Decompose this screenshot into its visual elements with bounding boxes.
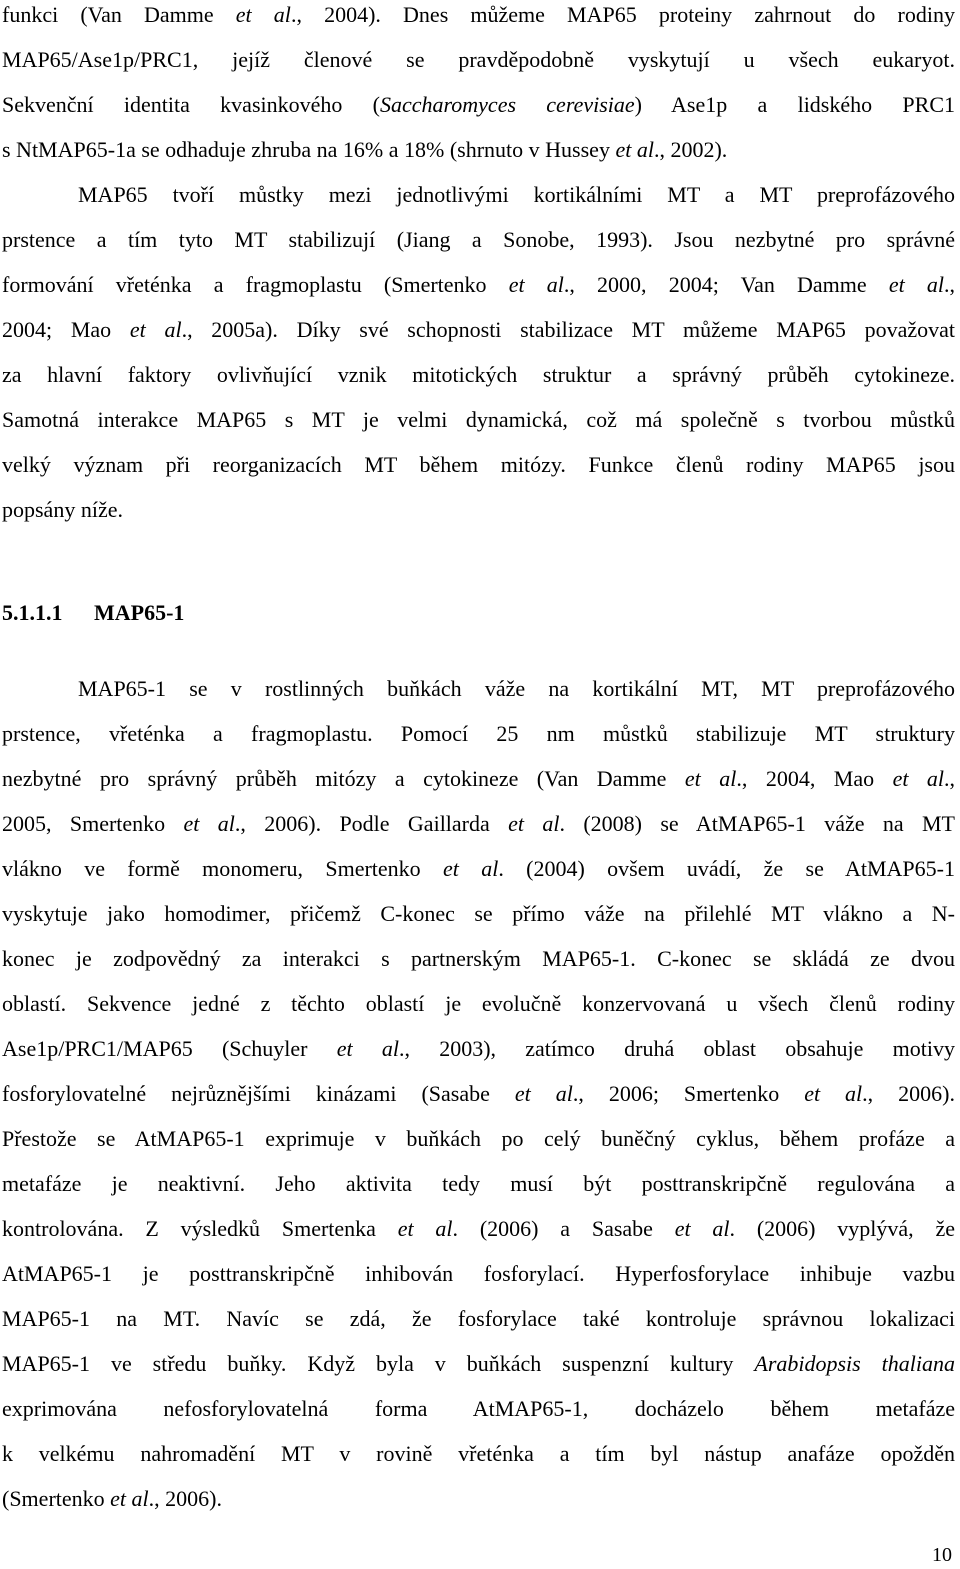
italic-run: et al xyxy=(183,811,235,836)
italic-run: et al xyxy=(892,766,945,791)
text-run: ., 2002). xyxy=(653,137,728,162)
text-line xyxy=(2,450,955,480)
text-run: ., 2005a). Díky své schopnosti stabilizace MT můžeme MAP65 považovat xyxy=(181,317,955,342)
text-run: velký význam při reorganizacích MT během mitózy. Funkce členů rodiny MAP65 jsou xyxy=(2,452,955,477)
text-line xyxy=(2,360,955,390)
text-run: ., 2004). Dnes můžeme MAP65 proteiny zahrnout do rodiny xyxy=(290,2,955,27)
text-run: kontrolována. Z výsledků Smertenka xyxy=(2,1216,398,1241)
text-line xyxy=(2,899,955,929)
text-line xyxy=(2,989,955,1019)
text-run: ) Ase1p a lidského PRC1 xyxy=(634,92,955,117)
italic-run: et al xyxy=(235,2,291,27)
text-run: vlákno ve formě monomeru, Smertenko xyxy=(2,856,443,881)
text-run: . (2008) se AtMAP65-1 váže na MT xyxy=(559,811,955,836)
italic-run: et al xyxy=(129,317,182,342)
text-line xyxy=(2,1214,955,1244)
text-run: prstence, vřeténka a fragmoplastu. Pomocí 25 nm můstků stabilizuje MT struktury xyxy=(2,721,955,746)
text-run: MAP65-1 se v rostlinných buňkách váže na kortikální MT, MT preprofázového xyxy=(78,676,955,701)
text-run: Samotná interakce MAP65 s MT je velmi dynamická, což má společně s tvorbou můstků xyxy=(2,407,955,432)
italic-run: et al xyxy=(804,1081,863,1106)
text-line xyxy=(2,1034,955,1064)
text-run: prstence a tím tyto MT stabilizují (Jiang a Sonobe, 1993). Jsou nezbytné pro správné xyxy=(2,227,955,252)
text-line xyxy=(2,1394,955,1424)
text-run: fosforylovatelné nejrůznějšími kinázami (Sasabe xyxy=(2,1081,515,1106)
italic-run: Saccharomyces cerevisiae xyxy=(380,92,635,117)
text-line xyxy=(2,1124,955,1154)
italic-run: et al xyxy=(684,766,737,791)
text-line xyxy=(2,270,955,300)
text-run: exprimována nefosforylovatelná forma AtMAP65-1, docházelo během metafáze xyxy=(2,1396,955,1421)
text-run: MAP65 tvoří můstky mezi jednotlivými kortikálními MT a MT preprofázového xyxy=(78,182,955,207)
text-line xyxy=(2,45,955,75)
italic-run: et al xyxy=(508,272,564,297)
italic-run: et al xyxy=(615,137,654,162)
text-line xyxy=(2,1349,955,1379)
text-run: popsány níže. xyxy=(2,497,123,522)
text-line xyxy=(2,854,955,884)
text-line xyxy=(2,0,955,30)
text-run: ., 2006). Podle Gaillarda xyxy=(234,811,509,836)
text-line xyxy=(2,315,955,345)
text-run: (Smertenko xyxy=(2,1486,111,1511)
section-title: MAP65-1 xyxy=(94,600,185,625)
text-run: vyskytuje jako homodimer, přičemž C-konec se přímo váže na přilehlé MT vlákno a N- xyxy=(2,901,955,926)
text-run: metafáze je neaktivní. Jeho aktivita tedy musí být posttranskripčně regulována a xyxy=(2,1171,955,1196)
text-line xyxy=(2,944,955,974)
text-line xyxy=(78,674,955,704)
italic-run: et al xyxy=(888,272,944,297)
italic-run: et al xyxy=(443,856,499,881)
text-line xyxy=(2,764,955,794)
text-run: za hlavní faktory ovlivňující vznik mitotických struktur a správný průběh cytokineze. xyxy=(2,362,955,387)
text-line xyxy=(2,1484,955,1514)
text-line xyxy=(2,405,955,435)
italic-run: et al xyxy=(397,1216,453,1241)
section-heading xyxy=(2,598,184,628)
text-run: ., 2006). xyxy=(862,1081,955,1106)
text-line xyxy=(2,135,955,165)
text-line xyxy=(2,809,955,839)
text-run: . (2006) a Sasabe xyxy=(452,1216,675,1241)
text-run: MAP65-1 ve středu buňky. Když byla v buňkách suspenzní kultury xyxy=(2,1351,755,1376)
text-line xyxy=(2,719,955,749)
text-run: ., 2003), zatímco druhá oblast obsahuje motivy xyxy=(398,1036,955,1061)
text-line xyxy=(2,1259,955,1289)
italic-run: et al xyxy=(110,1486,149,1511)
italic-run: et al xyxy=(336,1036,399,1061)
text-line xyxy=(2,495,955,525)
italic-run: Arabidopsis thaliana xyxy=(754,1351,955,1376)
text-run: 2004; Mao xyxy=(2,317,130,342)
text-line xyxy=(2,1079,955,1109)
italic-run: et al xyxy=(508,811,560,836)
text-run: konec je zodpovědný za interakci s partnerským MAP65-1. C-konec se skládá ze dvou xyxy=(2,946,955,971)
text-line xyxy=(2,1439,955,1469)
text-run: MAP65-1 na MT. Navíc se zdá, že fosforylace také kontroluje správnou lokalizaci xyxy=(2,1306,955,1331)
text-run: ., 2006; Smertenko xyxy=(572,1081,805,1106)
text-run: oblastí. Sekvence jedné z těchto oblastí je evolučně konzervovaná u všech členů rodiny xyxy=(2,991,955,1016)
text-run: ., xyxy=(944,272,955,297)
text-run: s NtMAP65-1a se odhaduje zhruba na 16% a 18% (shrnuto v Hussey xyxy=(2,137,616,162)
section-number: 5.1.1.1 xyxy=(2,600,63,625)
text-run: 2005, Smertenko xyxy=(2,811,184,836)
text-line xyxy=(2,1169,955,1199)
text-run: MAP65/Ase1p/PRC1, jejíž členové se pravděpodobně vyskytují u všech eukaryot. xyxy=(2,47,955,72)
text-run: nezbytné pro správný průběh mitózy a cytokineze (Van Damme xyxy=(2,766,685,791)
text-run: . (2004) ovšem uvádí, že se AtMAP65-1 xyxy=(498,856,955,881)
text-line xyxy=(2,90,955,120)
text-line xyxy=(2,1304,955,1334)
text-run: Ase1p/PRC1/MAP65 (Schuyler xyxy=(2,1036,337,1061)
text-line xyxy=(78,180,955,210)
text-run: AtMAP65-1 je posttranskripčně inhibován fosforylací. Hyperfosforylace inhibuje vazbu xyxy=(2,1261,955,1286)
text-run: Přestože se AtMAP65-1 exprimuje v buňkách po celý buněčný cyklus, během profáze a xyxy=(2,1126,955,1151)
text-run: k velkému nahromadění MT v rovině vřeténka a tím byl nástup anafáze opožděn xyxy=(2,1441,955,1466)
text-run: funkci (Van Damme xyxy=(2,2,236,27)
text-run: . (2006) vyplývá, že xyxy=(729,1216,955,1241)
italic-run: et al xyxy=(674,1216,730,1241)
text-run: ., 2000, 2004; Van Damme xyxy=(563,272,889,297)
page-number: 10 xyxy=(932,1544,952,1566)
text-run: formování vřeténka a fragmoplastu (Smertenko xyxy=(2,272,509,297)
italic-run: et al xyxy=(514,1081,573,1106)
text-line xyxy=(2,225,955,255)
text-run: ., xyxy=(944,766,956,791)
text-run: ., 2006). xyxy=(148,1486,222,1511)
text-run: ., 2004, Mao xyxy=(736,766,893,791)
text-run: Sekvenční identita kvasinkového ( xyxy=(2,92,380,117)
